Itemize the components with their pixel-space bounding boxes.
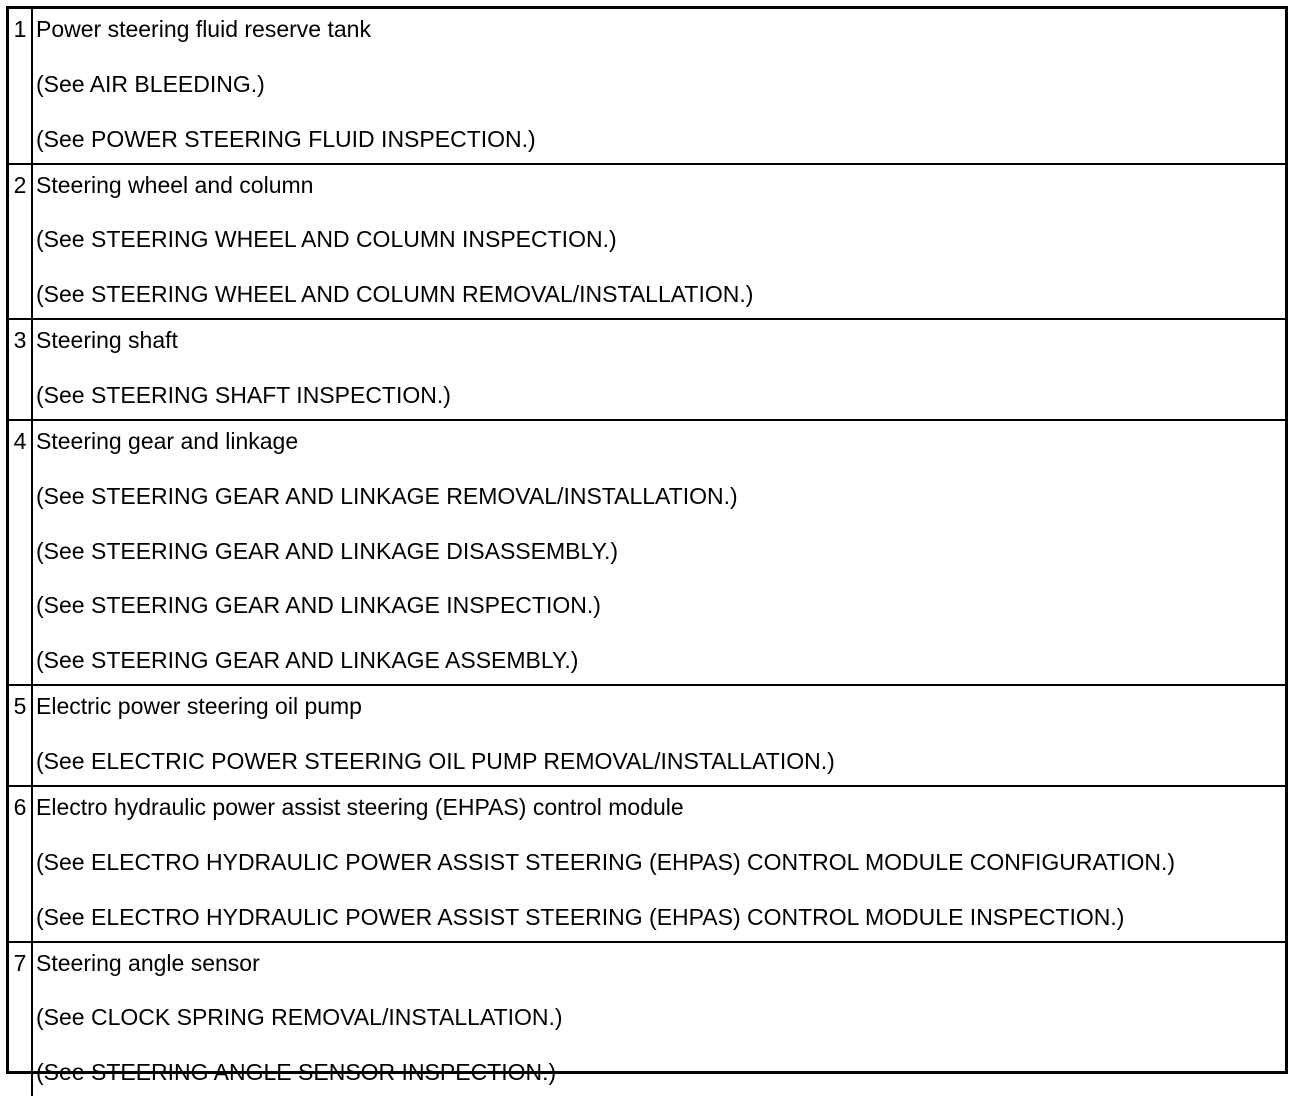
row-number [9, 9, 32, 164]
row-number [9, 164, 32, 320]
component-table [6, 6, 1288, 1086]
component-title: Electro hydraulic power assist steering (EHPAS) control module [36, 793, 684, 820]
row-number [9, 319, 32, 420]
row-content [32, 786, 1285, 942]
row-number-text: 6 [13, 793, 27, 820]
reference-link[interactable]: (See STEERING WHEEL AND COLUMN INSPECTION.) [36, 226, 617, 253]
table-row [9, 942, 1285, 1096]
row-number [9, 685, 32, 786]
row-content [32, 942, 1285, 1096]
table-row [9, 786, 1285, 942]
table-row [9, 319, 1285, 420]
reference-link[interactable]: (See STEERING GEAR AND LINKAGE DISASSEMBLY.) [36, 537, 618, 564]
row-content [32, 9, 1285, 164]
component-title: Steering wheel and column [36, 171, 314, 198]
row-number [9, 786, 32, 942]
row-content [32, 420, 1285, 685]
reference-link[interactable]: (See STEERING SHAFT INSPECTION.) [36, 381, 451, 408]
row-number [9, 420, 32, 685]
component-title: Electric power steering oil pump [36, 693, 362, 720]
reference-link[interactable]: (See STEERING ANGLE SENSOR INSPECTION.) [36, 1059, 557, 1086]
component-title: Power steering fluid reserve tank [36, 16, 371, 42]
reference-link[interactable]: (See AIR BLEEDING.) [36, 70, 265, 97]
reference-link[interactable]: (See ELECTRO HYDRAULIC POWER ASSIST STEERING (EHPAS) CONTROL MODULE CONFIGURATION.) [36, 848, 1176, 875]
row-number-text: 1 [13, 16, 27, 42]
table-row [9, 9, 1285, 164]
row-number-text: 5 [13, 693, 27, 720]
row-number-text: 3 [13, 327, 27, 354]
reference-link[interactable]: (See ELECTRIC POWER STEERING OIL PUMP REMOVAL/INSTALLATION.) [36, 747, 835, 774]
table-row [9, 164, 1285, 320]
reference-link[interactable]: (See STEERING WHEEL AND COLUMN REMOVAL/INSTALLATION.) [36, 281, 754, 308]
component-title: Steering shaft [36, 327, 178, 354]
table-row [9, 685, 1285, 786]
row-content [32, 685, 1285, 786]
component-title: Steering angle sensor [36, 949, 260, 976]
row-number-text: 4 [13, 427, 27, 454]
row-number [9, 942, 32, 1096]
component-title: Steering gear and linkage [36, 427, 299, 454]
row-number-text: 7 [13, 949, 27, 976]
row-number-text: 2 [13, 171, 27, 198]
table-row [9, 420, 1285, 685]
reference-link[interactable]: (See STEERING GEAR AND LINKAGE REMOVAL/INSTALLATION.) [36, 482, 738, 509]
reference-link[interactable]: (See CLOCK SPRING REMOVAL/INSTALLATION.) [36, 1004, 563, 1031]
reference-link[interactable]: (See ELECTRO HYDRAULIC POWER ASSIST STEERING (EHPAS) CONTROL MODULE INSPECTION.) [36, 903, 1125, 930]
reference-link[interactable]: (See STEERING GEAR AND LINKAGE ASSEMBLY.) [36, 647, 579, 674]
row-content [32, 319, 1285, 420]
reference-link[interactable]: (See STEERING GEAR AND LINKAGE INSPECTION.) [36, 592, 601, 619]
reference-link[interactable]: (See POWER STEERING FLUID INSPECTION.) [36, 125, 536, 152]
row-content [32, 164, 1285, 320]
